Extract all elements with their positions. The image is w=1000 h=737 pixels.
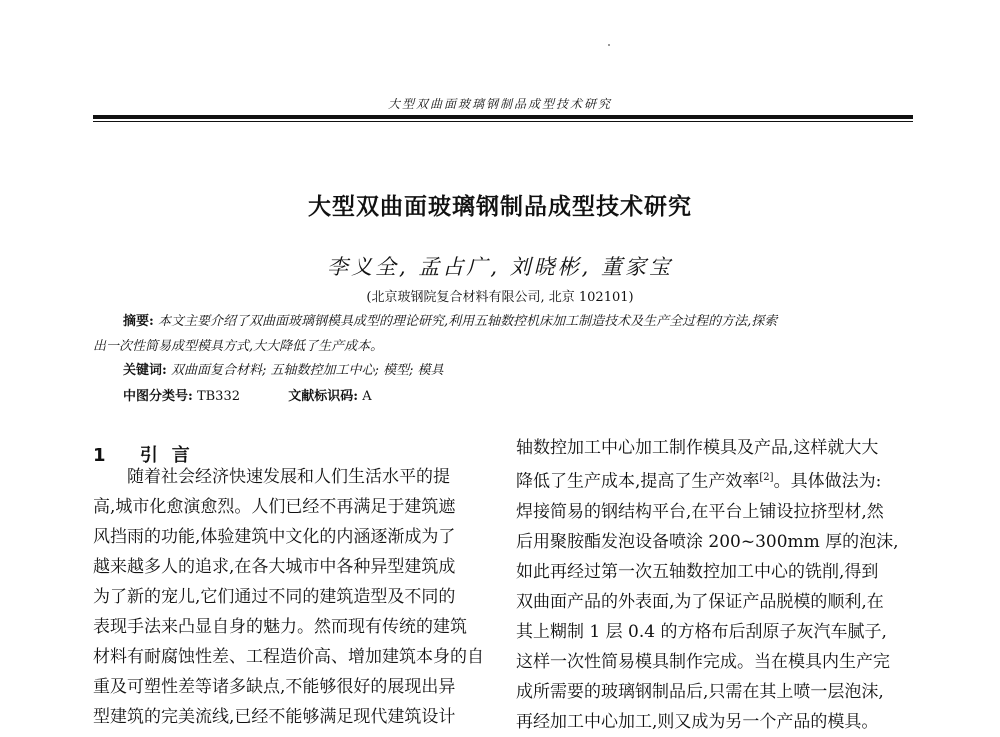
left-column [93, 462, 486, 732]
body-line: 为了新的宠儿,它们通过不同的建筑造型及不同的 [93, 587, 456, 607]
body-line: 高,城市化愈演愈烈。人们已经不再满足于建筑遮 [93, 497, 456, 517]
abstract [93, 309, 913, 359]
classification-line [123, 385, 372, 404]
body-line: 随着社会经济快速发展和人们生活水平的提 [127, 467, 450, 487]
section-title: 引言 [139, 445, 204, 466]
running-head: 大型双曲面玻璃钢制品成型技术研究 [387, 97, 612, 111]
body-line: 表现手法来凸显自身的魅力。然而现有传统的建筑 [93, 617, 467, 637]
citation-ref: [2] [759, 472, 774, 483]
paper-title: 大型双曲面玻璃钢制品成型技术研究 [308, 194, 692, 220]
body-line: 这样一次性简易模具制作完成。当在模具内生产完 [516, 651, 890, 672]
body-line: 再经加工中心加工,则又成为另一个产品的模具。 [516, 711, 879, 732]
body-line: 越来越多人的追求,在各大城市中各种异型建筑成 [93, 557, 456, 577]
affiliation: (北京玻钢院复合材料有限公司, 北京 102101) [366, 290, 634, 305]
body-line: 重及可塑性差等诸多缺点,不能够很好的展现出异 [93, 677, 456, 697]
body-line: 其上糊制 1 层 0.4 的方格布后刮原子灰汽车腻子, [516, 621, 887, 642]
abstract-text-line1: 本文主要介绍了双曲面玻璃钢模具成型的理论研究,利用五轴数控机床加工制造技术及生产全过程的方法,探索 [157, 314, 778, 329]
body-line: 材料有耐腐蚀性差、工程造价高、增加建筑本身的自 [93, 647, 484, 667]
author-list: 李义全, 孟占广, 刘晓彬, 董家宝 [326, 255, 674, 279]
body-line: 后用聚胺酯发泡设备喷涂 200~300mm 厚的泡沫, [516, 531, 899, 552]
abstract-text-line2: 出一次性简易成型模具方式,大大降低了生产成本。 [93, 339, 384, 354]
section-number: 1 [93, 445, 120, 466]
body-line: 轴数控加工中心加工制作模具及产品,这样就大大 [516, 438, 879, 458]
clc-value: TB332 [196, 389, 240, 404]
keywords [123, 359, 444, 378]
header-rule-thin [93, 121, 913, 122]
scan-speck [608, 44, 610, 46]
keywords-label: 关键词: [123, 363, 167, 378]
abstract-label: 摘要: [123, 314, 154, 329]
clc-label: 中图分类号: [123, 389, 193, 404]
body-line [516, 463, 911, 497]
body-line: 型建筑的完美流线,已经不能够满足现代建筑设计 [93, 707, 456, 727]
body-line-text: 降低了生产成本,提高了生产效率 [516, 471, 760, 492]
body-line: 双曲面产品的外表面,为了保证产品脱模的顺利,在 [516, 591, 884, 612]
body-line-tail: 。具体做法为: [773, 471, 882, 492]
doc-code-label: 文献标识码: [288, 389, 359, 404]
body-line: 风挡雨的功能,体验建筑中文化的内涵逐渐成为了 [93, 527, 456, 547]
keywords-text: 双曲面复合材料; 五轴数控加工中心; 模型; 模具 [170, 363, 444, 378]
body-line: 如此再经过第一次五轴数控加工中心的铣削,得到 [516, 561, 879, 582]
doc-code-value: A [362, 389, 372, 404]
right-column [516, 433, 911, 737]
body-line: 焊接简易的钢结构平台,在平台上铺设拉挤型材,然 [516, 501, 884, 522]
body-line: 成所需要的玻璃钢制品后,只需在其上喷一层泡沫, [516, 681, 884, 702]
header-rule-thick [93, 115, 913, 119]
